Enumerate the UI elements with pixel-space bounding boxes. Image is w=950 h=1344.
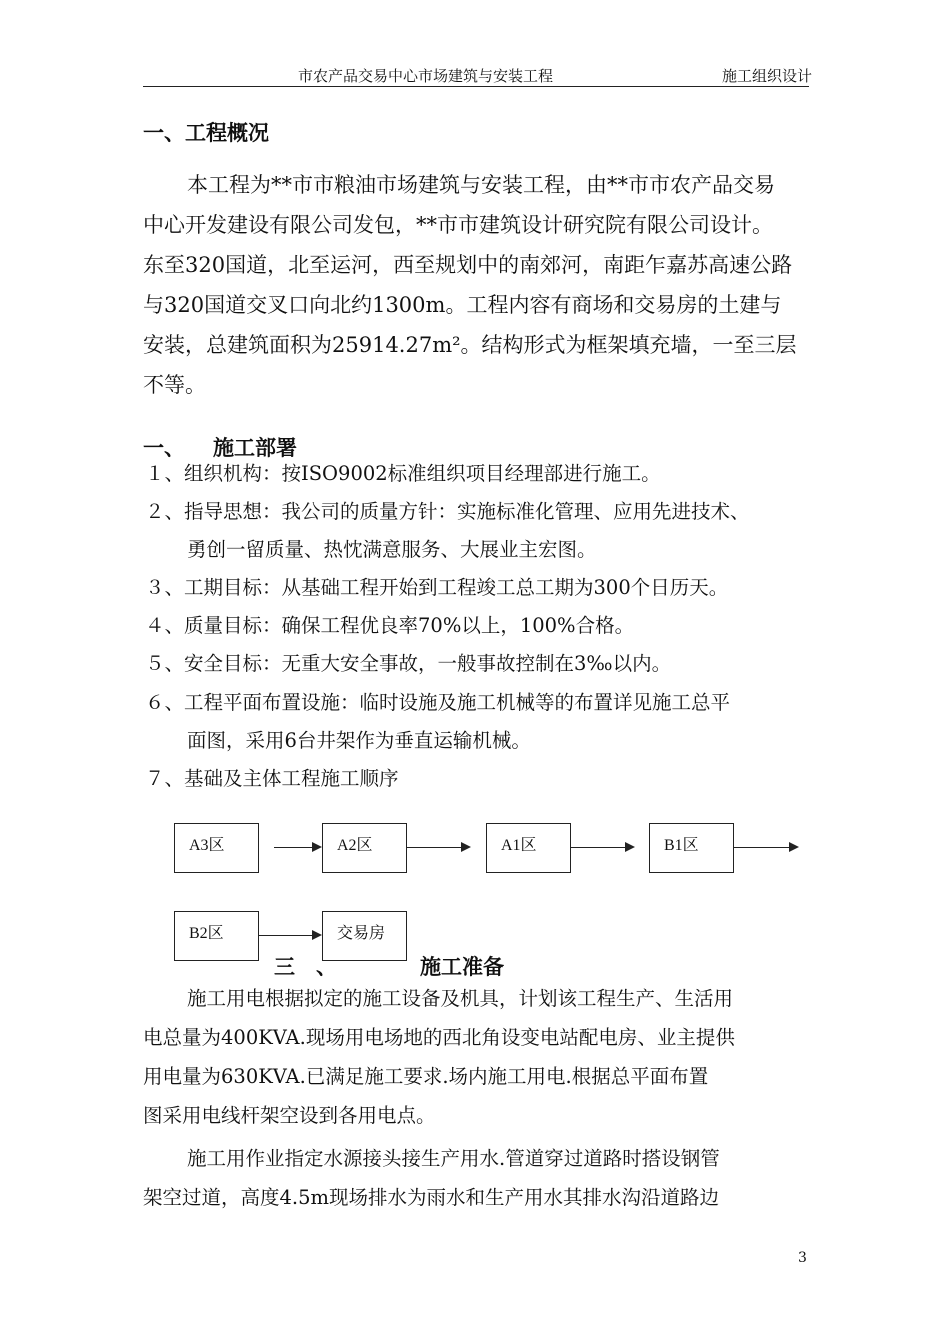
- flow-arrow-icon: [734, 847, 797, 848]
- paragraph-line: 用电量为630KVA.已满足施工要求.场内施工用电.根据总平面布置: [143, 1065, 709, 1088]
- flow-arrow-icon: [571, 847, 633, 848]
- list-item: ２、指导思想：我公司的质量方针：实施标准化管理、应用先进技术、: [145, 500, 750, 523]
- section-3-number: 三 、: [274, 954, 337, 979]
- paragraph-line: 架空过道，高度4.5m现场排水为雨水和生产用水其排水沟沿道路边: [143, 1186, 720, 1209]
- list-item: 勇创一留质量、热忱满意服务、大展业主宏图。: [187, 538, 597, 561]
- section-1-line: 安装，总建筑面积为25914.27m²。结构形式为框架填充墙，一至三层: [143, 333, 797, 357]
- section-2-title: 施工部署: [213, 435, 297, 460]
- paragraph-line: 施工用电根据拟定的施工设备及机具，计划该工程生产、生活用: [187, 987, 734, 1010]
- flow-box-a1: [486, 823, 571, 873]
- flow-box-b2: [174, 911, 259, 961]
- paragraph-line: 图采用电线杆架空设到各用电点。: [143, 1104, 436, 1127]
- paragraph-line: 施工用作业指定水源接头接生产用水.管道穿过道路时搭设钢管: [187, 1147, 720, 1170]
- flow-box-b1: [649, 823, 734, 873]
- header-rule: [143, 86, 809, 87]
- list-item: ７、基础及主体工程施工顺序: [145, 767, 399, 790]
- flow-box-label: 交易房: [337, 925, 386, 942]
- section-1-title: 一、工程概况: [143, 120, 269, 145]
- flow-arrow-icon: [259, 935, 320, 936]
- flow-arrow-icon: [407, 847, 469, 848]
- list-item: ３、工期目标：从基础工程开始到工程竣工总工期为300个日历天。: [145, 576, 729, 599]
- section-1-line: 中心开发建设有限公司发包，**市市建筑设计研究院有限公司设计。: [143, 213, 773, 237]
- paragraph-line: 电总量为400KVA.现场用电场地的西北角设变电站配电房、业主提供: [143, 1026, 735, 1049]
- list-item: ４、质量目标：确保工程优良率70%以上，100%合格。: [145, 614, 635, 637]
- flow-box-a3: [174, 823, 259, 873]
- flow-box-a2: [322, 823, 407, 873]
- section-1-line: 本工程为**市市粮油市场建筑与安装工程，由**市市农产品交易: [187, 173, 775, 197]
- page-number: 3: [798, 1250, 807, 1266]
- flow-box-label: B2区: [189, 925, 224, 942]
- section-1-line: 与320国道交叉口向北约1300m。工程内容有商场和交易房的土建与: [143, 293, 782, 317]
- list-item: ６、工程平面布置设施：临时设施及施工机械等的布置详见施工总平: [145, 691, 731, 714]
- section-1-line: 不等。: [143, 373, 206, 397]
- flow-box-label: A2区: [337, 837, 373, 854]
- flow-box-label: A3区: [189, 837, 225, 854]
- flow-arrow-icon: [274, 847, 320, 848]
- header-doc-type: 施工组织设计: [722, 67, 813, 85]
- list-item: １、组织机构：按ISO9002标准组织项目经理部进行施工。: [145, 462, 661, 485]
- section-2-number: 一、: [143, 435, 185, 460]
- list-item: ５、安全目标：无重大安全事故，一般事故控制在3‰以内。: [145, 652, 672, 675]
- list-item: 面图，采用6台井架作为垂直运输机械。: [187, 729, 531, 752]
- section-1-line: 东至320国道，北至运河，西至规划中的南郊河，南距乍嘉苏高速公路: [143, 253, 793, 277]
- flow-box-label: B1区: [664, 837, 699, 854]
- flow-box-label: A1区: [501, 837, 537, 854]
- header-title: 市农产品交易中心市场建筑与安装工程: [298, 67, 554, 85]
- section-3-title: 施工准备: [420, 954, 504, 979]
